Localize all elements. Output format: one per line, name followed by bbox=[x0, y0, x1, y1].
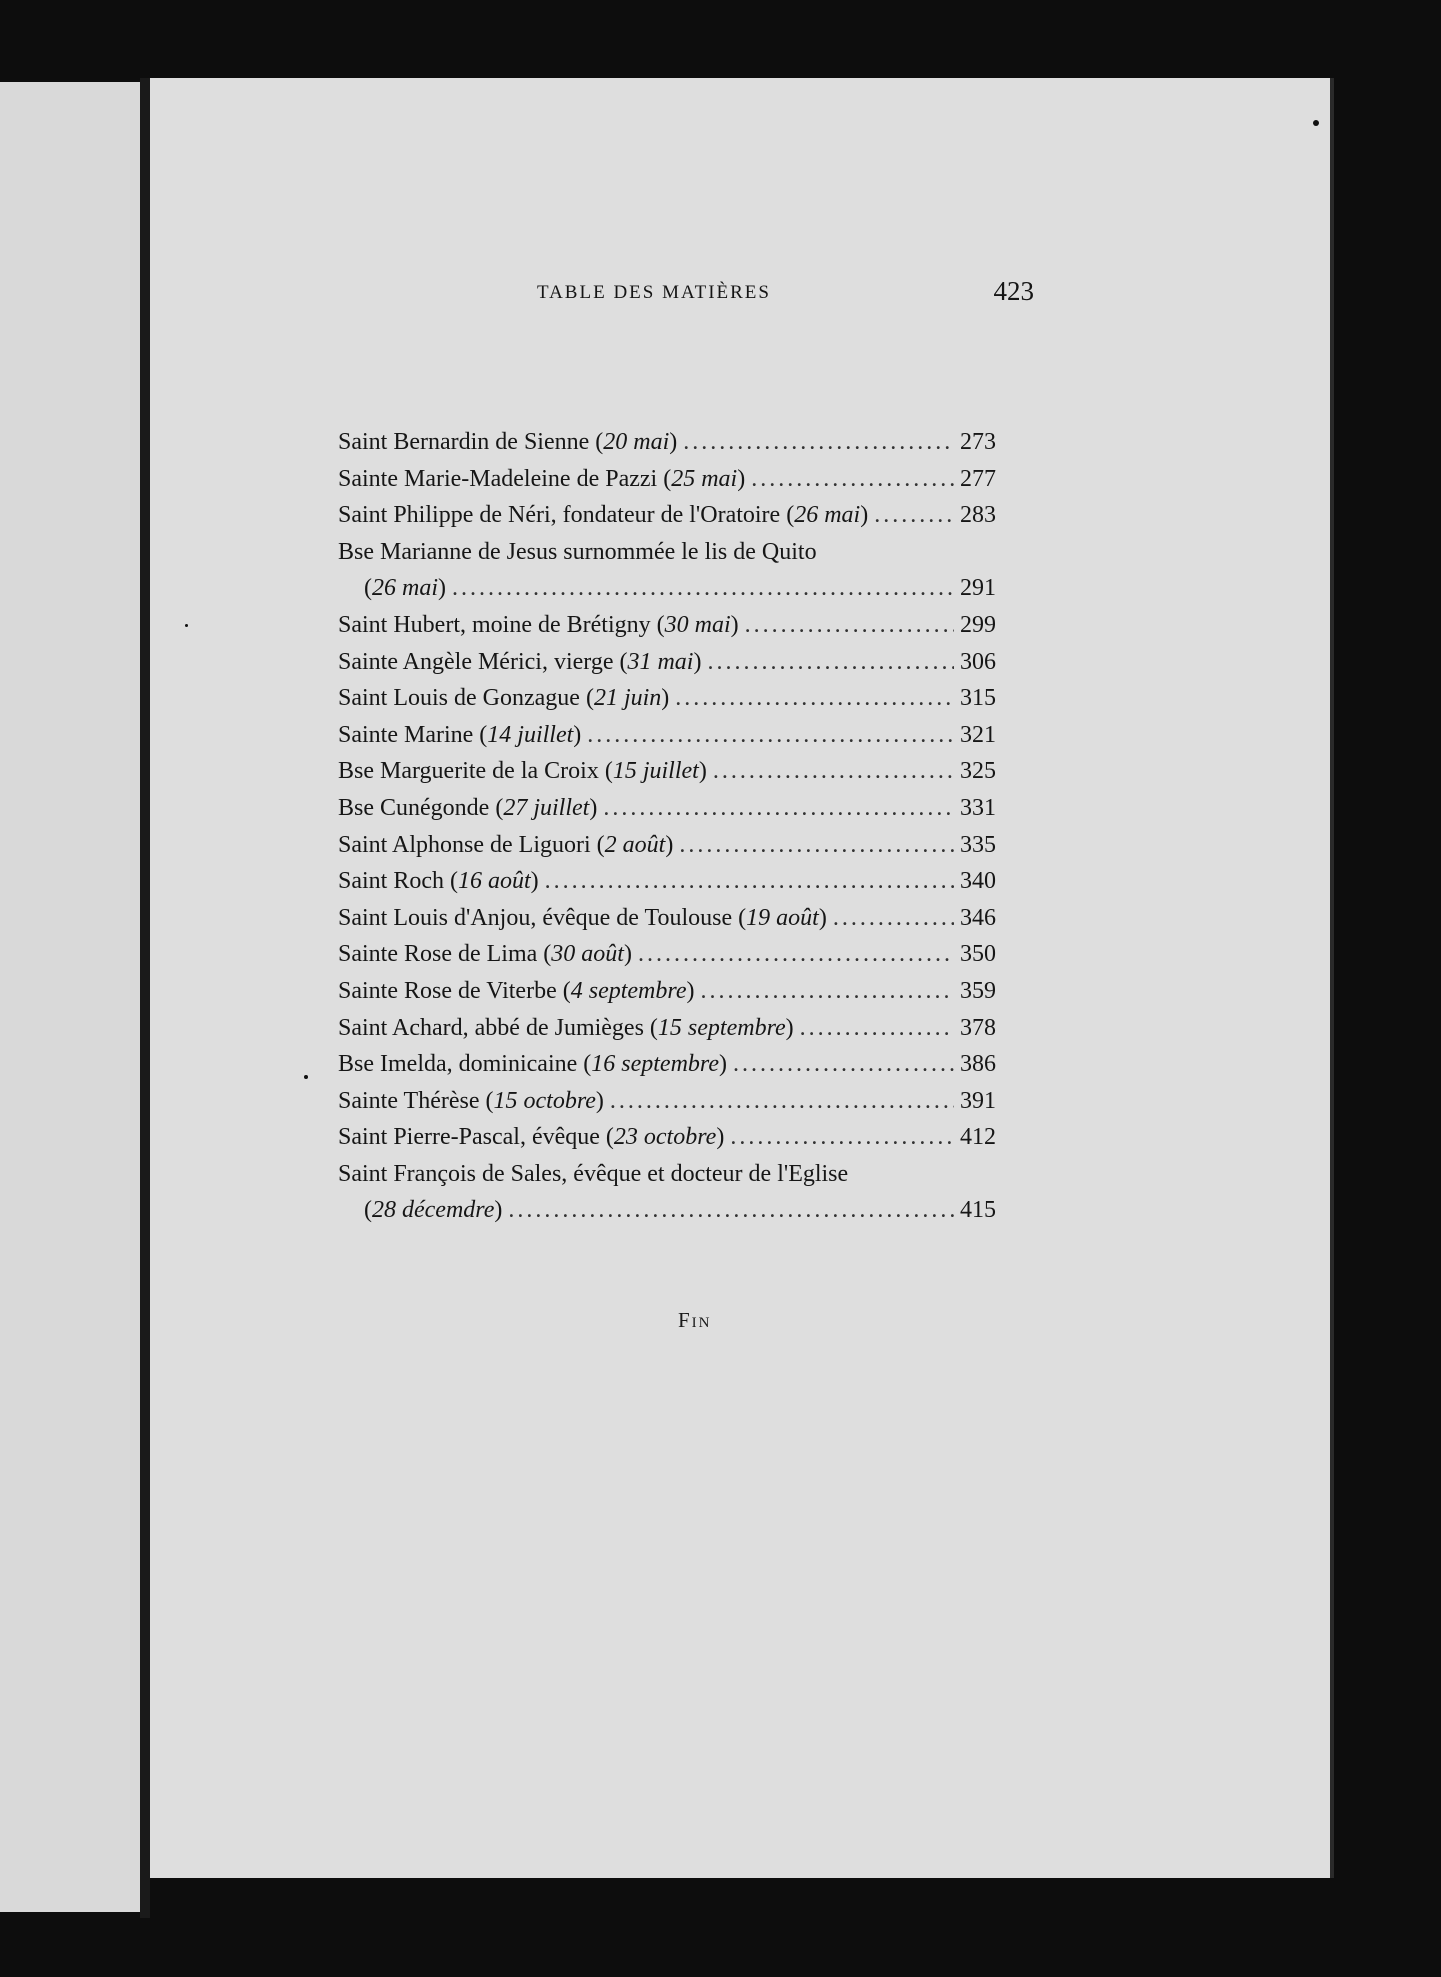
toc-entry-title bbox=[338, 1010, 794, 1047]
toc-entry bbox=[338, 1046, 996, 1083]
toc-entry-date: 19 août bbox=[746, 904, 819, 931]
toc-entry bbox=[338, 1192, 996, 1229]
toc-entry bbox=[338, 900, 996, 937]
toc-entry-text: Saint Hubert, moine de Brétigny ( bbox=[338, 611, 665, 638]
dust-speck bbox=[185, 624, 188, 627]
toc-entry-title bbox=[338, 497, 868, 534]
dot-leader bbox=[730, 1119, 954, 1156]
toc-entry-text: ) bbox=[719, 1051, 728, 1078]
toc-entry-title bbox=[338, 644, 701, 681]
dot-leader bbox=[610, 1083, 954, 1120]
toc-entry-date: 2 août bbox=[604, 831, 666, 858]
toc-entry-date: 14 juillet bbox=[487, 721, 574, 748]
toc-entry bbox=[338, 717, 996, 754]
toc-entry-text: ) bbox=[589, 794, 598, 821]
toc-entry-text: Sainte Angèle Mérici, vierge ( bbox=[338, 648, 628, 675]
toc-page-number: 340 bbox=[960, 868, 996, 895]
toc-entry bbox=[338, 497, 996, 534]
toc-entry-text: Saint Philippe de Néri, fondateur de l'Oratoire ( bbox=[338, 502, 795, 529]
toc-entry-date: 15 juillet bbox=[612, 758, 699, 785]
toc-entry-title bbox=[338, 680, 669, 717]
toc-entry-text: ) bbox=[530, 868, 539, 895]
toc-page-number: 346 bbox=[960, 904, 996, 931]
toc-entry-text: Sainte Rose de Lima ( bbox=[338, 941, 552, 968]
toc-entry-title bbox=[338, 607, 739, 644]
toc-entry bbox=[338, 534, 996, 571]
toc-entry-date: 4 septembre bbox=[570, 977, 687, 1004]
toc-entry-text: ) bbox=[669, 429, 678, 455]
toc-entry-title bbox=[364, 1192, 502, 1229]
toc-entry-text: ) bbox=[860, 502, 869, 529]
book-gutter bbox=[140, 78, 150, 1918]
toc-entry-text: Sainte Marine ( bbox=[338, 721, 488, 748]
toc-entry-date: 25 mai bbox=[671, 465, 738, 492]
toc-entry-text: Bse Cunégonde ( bbox=[338, 794, 504, 821]
toc-page-number: 359 bbox=[960, 977, 996, 1004]
toc-entry-title bbox=[338, 900, 827, 937]
toc-entry-text: ) bbox=[737, 465, 746, 492]
toc-entry bbox=[338, 973, 996, 1010]
toc-entry-text: ) bbox=[716, 1124, 725, 1151]
dot-leader bbox=[545, 863, 954, 900]
dot-leader bbox=[638, 936, 954, 973]
toc-entry bbox=[338, 424, 996, 461]
toc-entry-title bbox=[338, 863, 539, 900]
toc-page-number: 283 bbox=[960, 502, 996, 529]
running-head bbox=[390, 276, 1040, 322]
toc-entry-text: ( bbox=[364, 1197, 372, 1224]
toc-entry-date: 28 décemdre bbox=[372, 1197, 495, 1224]
toc-entry-text: ) bbox=[698, 758, 707, 785]
dot-leader bbox=[745, 607, 954, 644]
toc-entry-title bbox=[338, 1119, 724, 1156]
dot-leader bbox=[452, 570, 954, 607]
toc-page-number: 412 bbox=[960, 1124, 996, 1151]
toc-entry-text: ) bbox=[665, 831, 674, 858]
toc-page-number: 306 bbox=[960, 648, 996, 675]
toc-page-number: 378 bbox=[960, 1014, 996, 1041]
toc-entry-text: ) bbox=[623, 941, 632, 968]
toc-page-number: 277 bbox=[960, 465, 996, 492]
toc-entry bbox=[338, 570, 996, 607]
toc-page-number: 273 bbox=[960, 429, 996, 455]
toc-entry-title bbox=[338, 790, 597, 827]
toc-entry-title bbox=[338, 1046, 727, 1083]
page-number: 423 bbox=[993, 276, 1034, 306]
dot-leader bbox=[707, 644, 954, 681]
dot-leader bbox=[833, 900, 954, 937]
toc-entry bbox=[338, 936, 996, 973]
toc-entry-text: ) bbox=[573, 721, 582, 748]
toc-entry-date: 30 mai bbox=[664, 611, 731, 638]
dot-leader bbox=[603, 790, 954, 827]
toc-entry-date: 26 mai bbox=[372, 575, 438, 602]
toc-page-number: 325 bbox=[960, 758, 996, 785]
toc-page-number: 415 bbox=[960, 1197, 996, 1224]
toc-entry-text: Sainte Thérèse ( bbox=[338, 1087, 494, 1114]
toc-entry-title bbox=[338, 753, 707, 790]
toc-entry-date: 15 septembre bbox=[657, 1014, 786, 1041]
toc-entry-title bbox=[338, 717, 581, 754]
toc-entry-date: 23 octobre bbox=[613, 1124, 717, 1151]
dot-leader bbox=[733, 1046, 954, 1083]
end-marker: Fin bbox=[678, 1308, 712, 1332]
toc-entry bbox=[338, 1083, 996, 1120]
toc-entry-text: Saint Achard, abbé de Jumièges ( bbox=[338, 1014, 658, 1041]
toc-entry-text: Sainte Marie-Madeleine de Pazzi ( bbox=[338, 465, 672, 492]
dot-leader bbox=[751, 461, 954, 498]
toc-entry-text: Sainte Rose de Viterbe ( bbox=[338, 977, 571, 1004]
toc-entry-title: Bse Marianne de Jesus surnommée le lis de Quito bbox=[338, 538, 817, 565]
dot-leader bbox=[800, 1010, 954, 1047]
dot-leader bbox=[675, 680, 954, 717]
toc-entry-text: Bse Imelda, dominicaine ( bbox=[338, 1051, 592, 1078]
toc-entry bbox=[338, 461, 996, 498]
dust-speck bbox=[304, 1075, 308, 1079]
toc-entry bbox=[338, 680, 996, 717]
toc-entry-text: ) bbox=[785, 1014, 794, 1041]
toc-page-number: 335 bbox=[960, 831, 996, 858]
section-title: TABLE DES MATIÈRES bbox=[537, 282, 771, 303]
toc-entry-title bbox=[338, 936, 632, 973]
facing-page bbox=[0, 82, 140, 1912]
toc-page-number: 331 bbox=[960, 794, 996, 821]
toc-entry-title bbox=[338, 827, 673, 864]
toc-entry bbox=[338, 790, 996, 827]
dot-leader bbox=[874, 497, 954, 534]
toc-entry-text: ) bbox=[730, 611, 739, 638]
toc-entry-text: ) bbox=[686, 977, 695, 1004]
toc-entry-date: 21 juin bbox=[593, 685, 662, 712]
toc-entry-date: 15 octobre bbox=[493, 1087, 596, 1114]
toc-page-number: 391 bbox=[960, 1087, 996, 1114]
toc-entry-text: Saint Bernardin de Sienne ( bbox=[338, 429, 604, 455]
toc-entry-text: Saint Louis de Gonzague ( bbox=[338, 685, 594, 712]
toc-page-number: 321 bbox=[960, 721, 996, 748]
dot-leader bbox=[713, 753, 954, 790]
toc-entry-text: ) bbox=[693, 648, 702, 675]
toc-entry-date: 31 mai bbox=[627, 648, 694, 675]
toc-entry bbox=[338, 644, 996, 681]
toc-entry-text: ) bbox=[818, 904, 827, 931]
table-of-contents bbox=[338, 424, 996, 1229]
toc-entry bbox=[338, 863, 996, 900]
toc-entry-text: Saint Roch ( bbox=[338, 868, 458, 895]
toc-entry-text: ) bbox=[438, 575, 446, 602]
toc-entry-text: Bse Marguerite de la Croix ( bbox=[338, 758, 613, 785]
toc-entry-date: 16 août bbox=[458, 868, 531, 895]
dust-speck bbox=[1313, 120, 1319, 126]
toc-entry-text: Saint Pierre-Pascal, évêque ( bbox=[338, 1124, 614, 1151]
toc-entry-title: Saint François de Sales, évêque et docteur de l'Eglise bbox=[338, 1160, 849, 1187]
toc-page-number: 315 bbox=[960, 685, 996, 712]
toc-entry-date: 16 septembre bbox=[591, 1051, 720, 1078]
toc-entry-title bbox=[338, 1083, 604, 1120]
toc-entry-date: 30 août bbox=[551, 941, 624, 968]
dot-leader bbox=[700, 973, 954, 1010]
dot-leader bbox=[508, 1192, 954, 1229]
toc-entry-text: ) bbox=[494, 1197, 503, 1224]
toc-entry-text: ) bbox=[595, 1087, 604, 1114]
toc-page-number: 350 bbox=[960, 941, 996, 968]
toc-entry-text: ( bbox=[364, 575, 372, 602]
toc-entry-title bbox=[338, 424, 677, 461]
toc-page-number: 299 bbox=[960, 611, 996, 638]
toc-entry-text: Saint Louis d'Anjou, évêque de Toulouse ( bbox=[338, 904, 747, 931]
toc-entry-date: 20 mai bbox=[603, 429, 670, 455]
toc-entry bbox=[338, 827, 996, 864]
toc-entry-title bbox=[364, 570, 446, 607]
toc-entry-text: ) bbox=[661, 685, 670, 712]
toc-entry bbox=[338, 607, 996, 644]
dot-leader bbox=[587, 717, 954, 754]
toc-entry-text: Saint Alphonse de Liguori ( bbox=[338, 831, 605, 858]
toc-entry-date: 26 mai bbox=[794, 502, 861, 529]
dot-leader bbox=[683, 424, 954, 461]
toc-entry-title bbox=[338, 973, 694, 1010]
toc-entry bbox=[338, 1119, 996, 1156]
dot-leader bbox=[679, 827, 954, 864]
toc-entry-date: 27 juillet bbox=[503, 794, 590, 821]
toc-page-number: 386 bbox=[960, 1051, 996, 1078]
toc-entry bbox=[338, 1010, 996, 1047]
toc-page-number: 291 bbox=[960, 575, 996, 602]
toc-entry-title bbox=[338, 461, 745, 498]
toc-entry bbox=[338, 1156, 996, 1193]
toc-entry bbox=[338, 753, 996, 790]
